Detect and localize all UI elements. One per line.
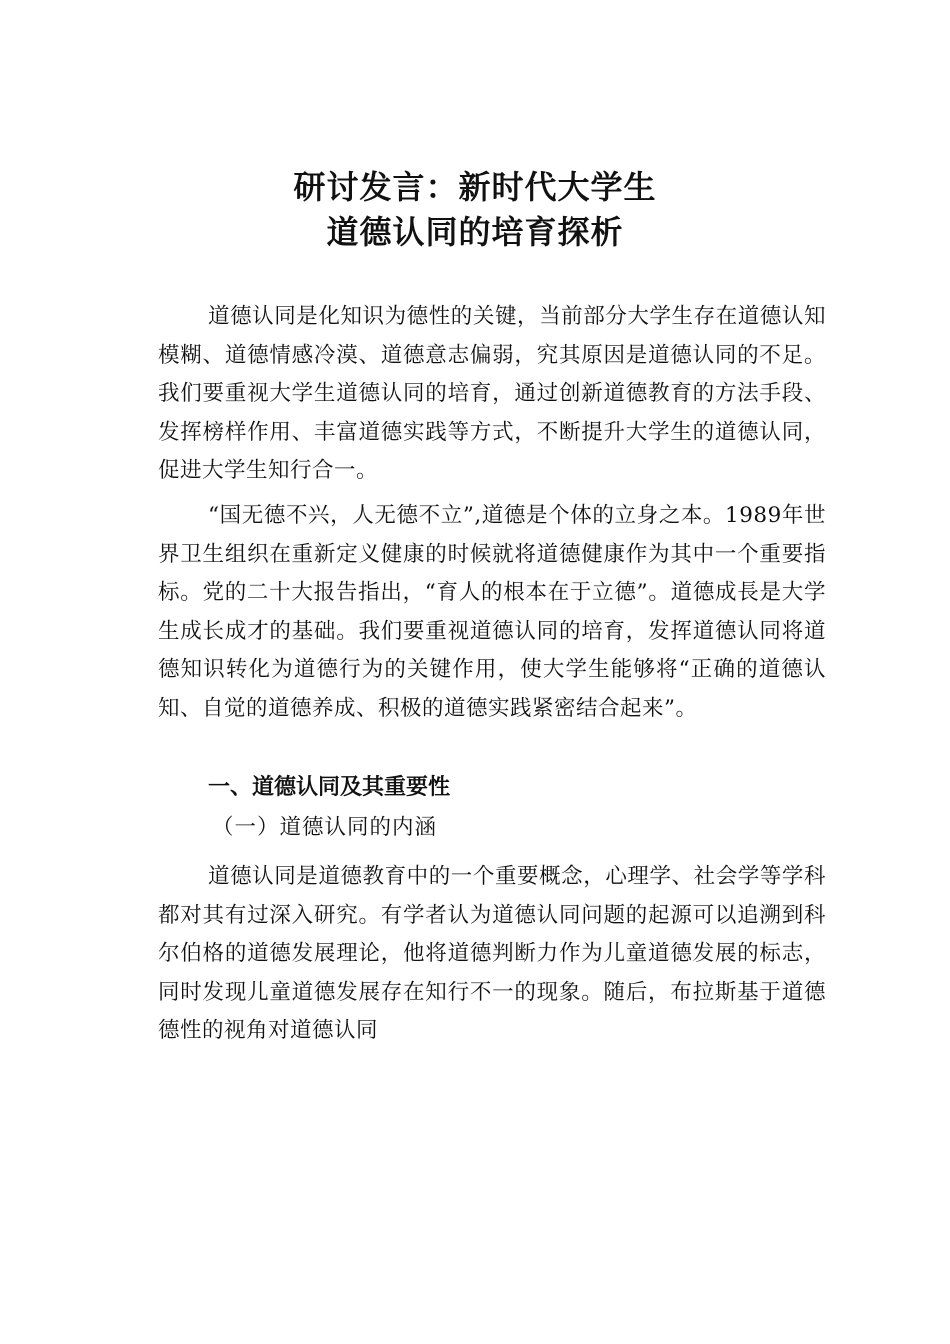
paragraph-1: 道德认同是化知识为德性的关键，当前部分大学生存在道德认知模糊、道德情感冷漠、道德意志偏弱，究其原因是道德认同的不足。我们要重视大学生道德认同的培育，通过创新道德教育的方法手段、发挥榜样作用、丰富道德实践等方式，不断提升大学生的道德认同，促进大学生知行合一。	[158, 304, 826, 483]
document-title-line-2: 道德认同的培育探析	[326, 213, 624, 251]
paragraph-3: 道德认同是道德教育中的一个重要概念，心理学、社会学等学科都对其有过深入研究。有学者认为道德认同问题的起源可以追溯到科尔伯格的道德发展理论，他将道德判断力作为儿童道德发展的标志，同时发现儿童道德发展存在知行不一的现象。随后，布拉斯基于道德德性的视角对道德认同	[158, 864, 826, 1043]
section-heading-1: 一、道德认同及其重要性	[208, 775, 451, 800]
document-title-line-1: 研讨发言：新时代大学生	[293, 168, 657, 206]
subsection-heading-1: （一）道德认同的内涵	[212, 815, 438, 840]
paragraph-2: “国无德不兴，人无德不立”,道德是个体的立身之本。1989年世界卫生组织在重新定义健康的时候就将道德健康作为其中一个重要指标。党的二十大报告指出，“育人的根本在于立德”。道德成長是大学生成长成才的基础。我们要重视道德认同的培育，发挥道德认同将道德知识转化为道德行为的关键作用，使大学生能够将“正确的道德认知、自觉的道德养成、积极的道德实践紧密结合起来”。	[158, 503, 826, 721]
